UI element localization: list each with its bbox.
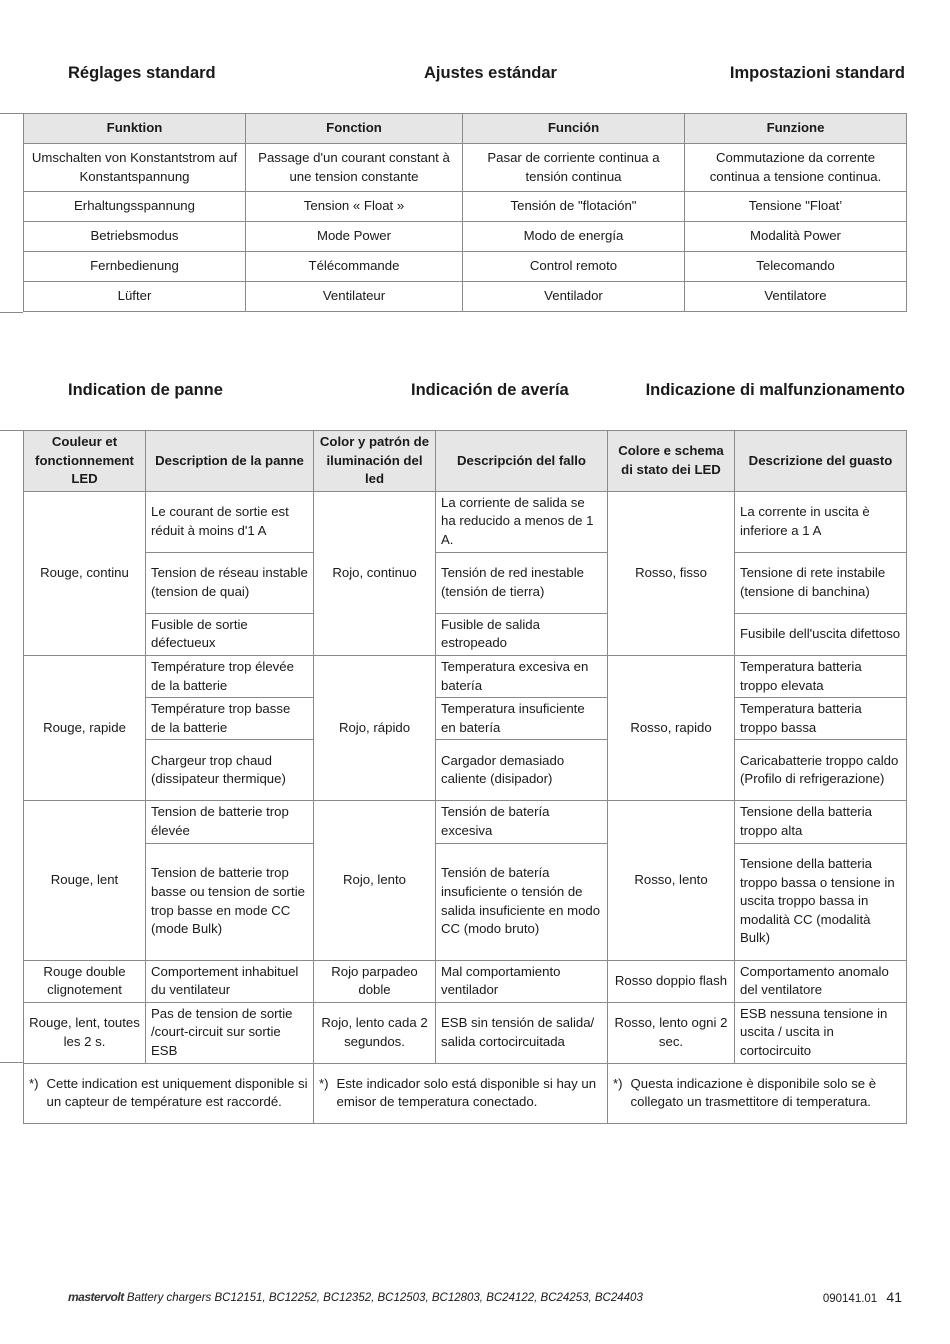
table-cell: Modalità Power (685, 222, 907, 252)
fault-desc-es: Temperatura excesiva en batería (436, 655, 608, 697)
fault-desc-fr: Chargeur trop chaud (dissipateur thermique) (146, 740, 314, 801)
led-state-es: Rojo, lento cada 2 segundos. (314, 1002, 436, 1063)
fault-desc-it: Fusibile dell'uscita difettoso (735, 613, 907, 655)
table-row (24, 960, 907, 1002)
faults-header-row (24, 431, 907, 492)
fault-desc-it: Tensione di rete instabile (tensione di banchina) (735, 552, 907, 613)
table-cell: Control remoto (463, 252, 685, 282)
table-cell: Télécommande (246, 252, 463, 282)
fault-desc-es: Mal comportamiento ventilador (436, 960, 608, 1002)
led-state-fr: Rouge, rapide (24, 655, 146, 800)
table-row (24, 491, 907, 552)
footer-product-list: Battery chargers BC12151, BC12252, BC12352, BC12503, BC12803, BC24122, BC24253, BC24403 (126, 1292, 643, 1304)
table-cell: Ventilatore (685, 282, 907, 312)
table-cell: Fernbedienung (24, 252, 246, 282)
footnote-fr (24, 1063, 314, 1123)
fault-desc-fr: Pas de tension de sortie /court-circuit sur sortie ESB (146, 1002, 314, 1063)
table-row (24, 801, 907, 843)
table-row (24, 613, 907, 655)
page-number: 41 (886, 1289, 902, 1305)
led-state-fr: Rouge double clignotement (24, 960, 146, 1002)
column-header: Descripción del fallo (436, 431, 608, 492)
fault-desc-it: La corrente in uscita è inferiore a 1 A (735, 491, 907, 552)
fault-desc-it: Comportamento anomalo del ventilatore (735, 960, 907, 1002)
footnote-text-it: Questa indicazione è disponibile solo se è collegato un trasmettitore di temperatura. (630, 1075, 877, 1110)
led-state-it: Rosso doppio flash (608, 960, 735, 1002)
fault-desc-es: Fusible de salida estropeado (436, 613, 608, 655)
table-cell: Tensione "Float’ (685, 192, 907, 222)
table-row (24, 655, 907, 697)
footnote-es (314, 1063, 608, 1123)
fault-desc-fr: Tension de réseau instable (tension de quai) (146, 552, 314, 613)
table-cell: Pasar de corriente continua a tensión continua (463, 144, 685, 192)
table-cell: Umschalten von Konstantstrom auf Konstantspannung (24, 144, 246, 192)
fault-desc-fr: Tension de batterie trop élevée (146, 801, 314, 843)
footnote-marker: *) (613, 1075, 623, 1091)
table-cell: Ventilateur (246, 282, 463, 312)
fault-desc-fr: Tension de batterie trop basse ou tension de sortie trop basse en mode CC (mode Bulk) (146, 843, 314, 960)
column-header: Couleur et fonctionnement LED (24, 431, 146, 492)
column-header: Color y patrón de iluminación del led (314, 431, 436, 492)
fault-desc-fr: Température trop basse de la batterie (146, 698, 314, 740)
table-row (24, 552, 907, 613)
fault-desc-es: Tensión de batería insuficiente o tensión de salida insuficiente en modo CC (modo bruto) (436, 843, 608, 960)
led-state-it: Rosso, rapido (608, 655, 735, 800)
table-stub-line (0, 430, 23, 431)
table-row (24, 698, 907, 740)
footnote-it (608, 1063, 907, 1123)
settings-header-row (24, 114, 907, 144)
column-header: Función (463, 114, 685, 144)
table-stub-line (0, 1062, 23, 1063)
table-cell: Betriebsmodus (24, 222, 246, 252)
table-cell: Modo de energía (463, 222, 685, 252)
fault-desc-it: Temperatura batteria troppo elevata (735, 655, 907, 697)
heading-settings-es: Ajustes estándar (424, 64, 557, 82)
footnote-row (24, 1063, 907, 1123)
heading-settings-it: Impostazioni standard (729, 64, 905, 82)
footnote-text-fr: Cette indication est uniquement disponible si un capteur de température est raccordé. (46, 1075, 308, 1110)
fault-desc-es: La corriente de salida se ha reducido a menos de 1 A. (436, 491, 608, 552)
column-header: Description de la panne (146, 431, 314, 492)
led-state-fr: Rouge, continu (24, 491, 146, 655)
led-state-es: Rojo, continuo (314, 491, 436, 655)
heading-faults-fr: Indication de panne (68, 381, 223, 399)
fault-desc-fr: Comportement inhabituel du ventilateur (146, 960, 314, 1002)
led-state-fr: Rouge, lent, toutes les 2 s. (24, 1002, 146, 1063)
brand-logo: mastervolt (68, 1290, 124, 1304)
fault-desc-es: Temperatura insuficiente en batería (436, 698, 608, 740)
fault-desc-es: Tensión de batería excesiva (436, 801, 608, 843)
footnote-text-es: Este indicador solo está disponible si hay un emisor de temperatura conectado. (336, 1075, 597, 1110)
page-footer (68, 1290, 643, 1304)
table-row (24, 1002, 907, 1063)
fault-desc-es: Cargador demasiado caliente (disipador) (436, 740, 608, 801)
fault-desc-es: Tensión de red inestable (tensión de tierra) (436, 552, 608, 613)
table-row (24, 282, 907, 312)
table-row (24, 740, 907, 801)
led-state-it: Rosso, fisso (608, 491, 735, 655)
fault-desc-it: Caricabatterie troppo caldo (Profilo di refrigerazione) (735, 740, 907, 801)
column-header: Fonction (246, 114, 463, 144)
table-cell: Passage d'un courant constant à une tension constante (246, 144, 463, 192)
table-row (24, 843, 907, 960)
fault-desc-fr: Le courant de sortie est réduit à moins d'1 A (146, 491, 314, 552)
fault-desc-fr: Température trop élevée de la batterie (146, 655, 314, 697)
table-cell: Commutazione da corrente continua a tensione continua. (685, 144, 907, 192)
led-state-it: Rosso, lento ogni 2 sec. (608, 1002, 735, 1063)
settings-table (23, 113, 907, 312)
footnote-marker: *) (319, 1075, 329, 1091)
heading-faults-it: Indicazione di malfunzionamento (645, 381, 905, 399)
fault-desc-it: Tensione della batteria troppo alta (735, 801, 907, 843)
heading-settings-fr: Réglages standard (68, 64, 216, 82)
fault-desc-it: Temperatura batteria troppo bassa (735, 698, 907, 740)
led-state-es: Rojo parpadeo doble (314, 960, 436, 1002)
fault-desc-fr: Fusible de sortie défectueux (146, 613, 314, 655)
table-stub-line (0, 312, 23, 313)
column-header: Funktion (24, 114, 246, 144)
fault-desc-es: ESB sin tensión de salida/ salida cortocircuitada (436, 1002, 608, 1063)
footnote-marker: *) (29, 1075, 39, 1091)
column-header: Funzione (685, 114, 907, 144)
fault-indication-table (23, 430, 907, 1124)
led-state-es: Rojo, lento (314, 801, 436, 960)
fault-desc-it: ESB nessuna tensione in uscita / uscita in cortocircuito (735, 1002, 907, 1063)
led-state-es: Rojo, rápido (314, 655, 436, 800)
table-row (24, 252, 907, 282)
table-cell: Lüfter (24, 282, 246, 312)
document-code: 090141.01 (822, 1293, 878, 1305)
table-cell: Ventilador (463, 282, 685, 312)
table-cell: Erhaltungsspannung (24, 192, 246, 222)
table-row (24, 222, 907, 252)
table-cell: Tension « Float » (246, 192, 463, 222)
table-row (24, 192, 907, 222)
table-stub-line (0, 113, 23, 114)
table-cell: Tensión de "flotación" (463, 192, 685, 222)
led-state-it: Rosso, lento (608, 801, 735, 960)
heading-faults-es: Indicación de avería (411, 381, 569, 399)
footer-right (823, 1289, 902, 1305)
column-header: Descrizione del guasto (735, 431, 907, 492)
table-cell: Mode Power (246, 222, 463, 252)
table-cell: Telecomando (685, 252, 907, 282)
table-row (24, 144, 907, 192)
fault-desc-it: Tensione della batteria troppo bassa o tensione in uscita troppo bassa in modalità CC (modalità Bulk) (735, 843, 907, 960)
led-state-fr: Rouge, lent (24, 801, 146, 960)
column-header: Colore e schema di stato dei LED (608, 431, 735, 492)
